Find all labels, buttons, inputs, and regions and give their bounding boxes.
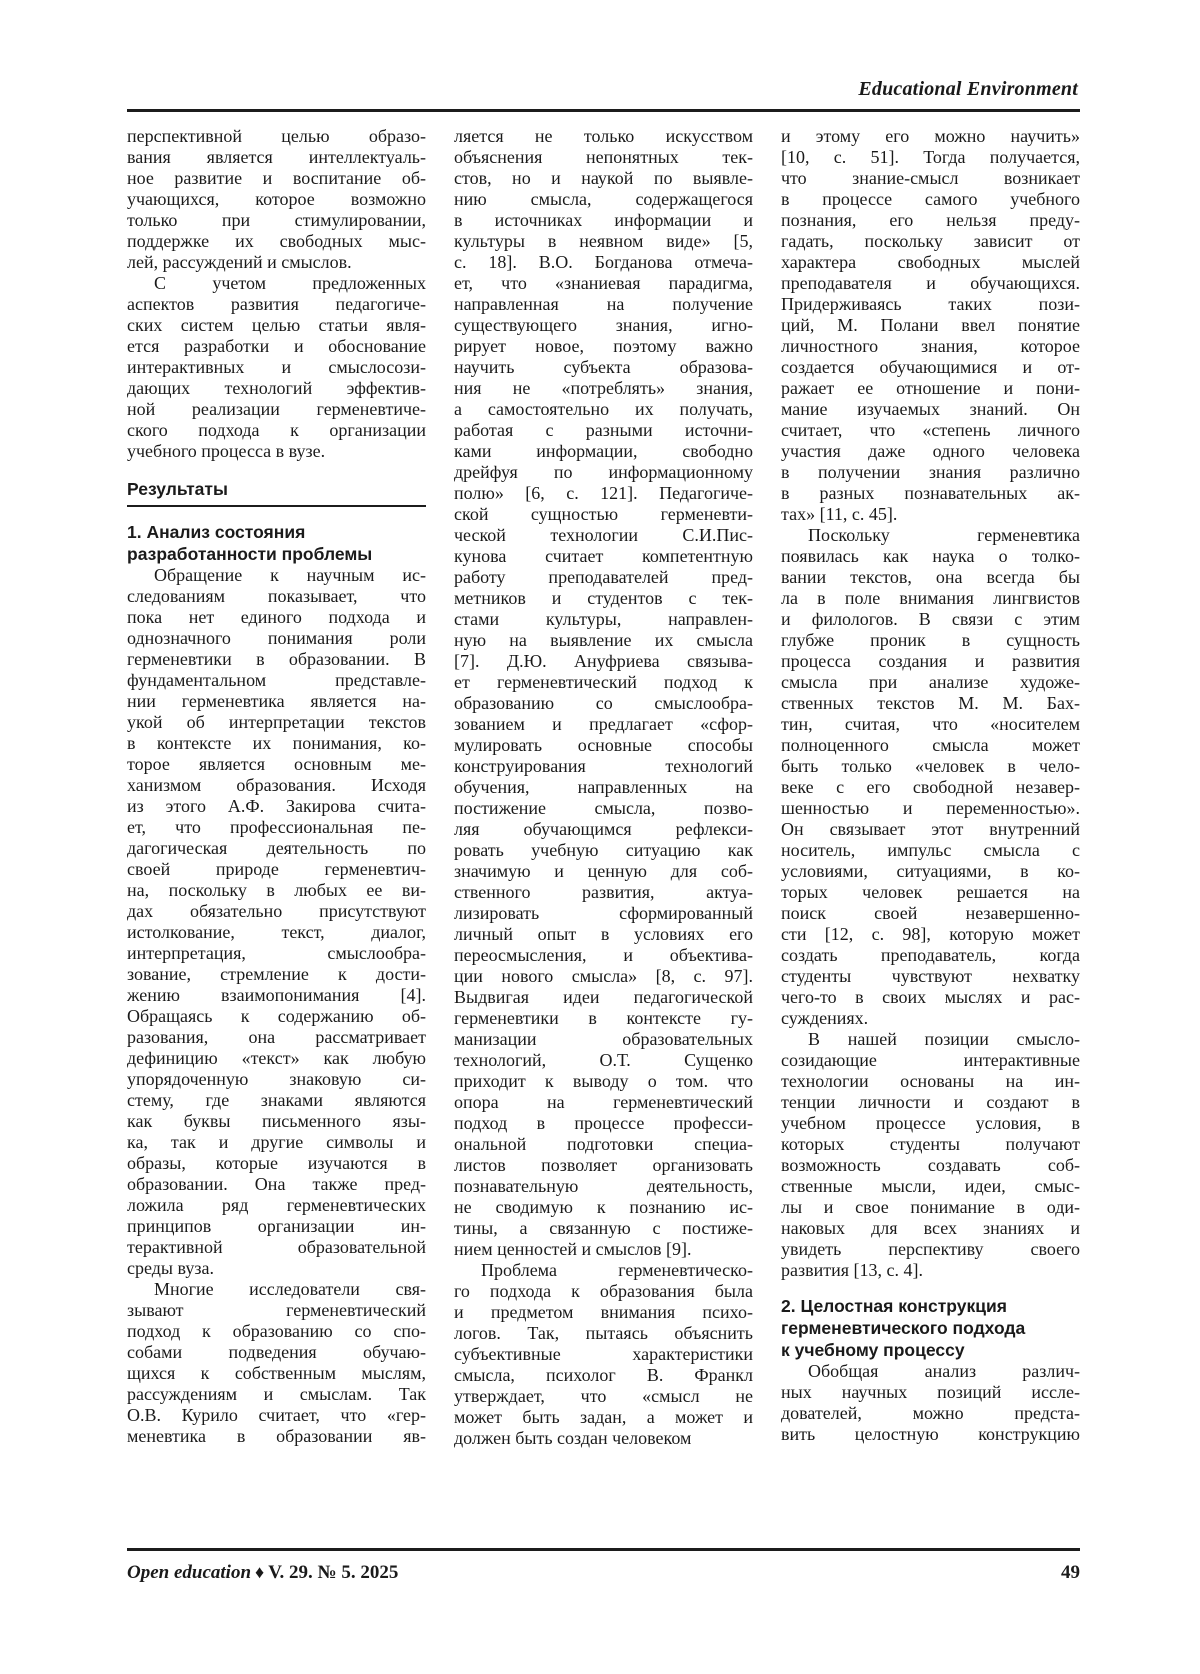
text-line: шенностью и переменностью».	[781, 798, 1080, 818]
text-line: личный опыт в условиях его	[454, 924, 753, 944]
text-line: работая с разными источни-	[454, 420, 753, 440]
text-line: наковых для всех знаниях и	[781, 1218, 1080, 1238]
text-line: аспектов развития педагогиче-	[127, 294, 426, 314]
text-line: личностного знания, которое	[781, 336, 1080, 356]
text-line: логов. Так, пытаясь объяснить	[454, 1323, 753, 1343]
text-line: мулировать основные способы	[454, 735, 753, 755]
subsection-heading-line: герменевтического подхода	[781, 1318, 1026, 1338]
text-line: увидеть перспективу своего	[781, 1239, 1080, 1259]
text-line: и этому его можно научить»	[781, 126, 1080, 146]
text-line: собами подведения обучаю-	[127, 1342, 426, 1362]
text-line: ных научных позиций иссле-	[781, 1382, 1080, 1402]
text-line: характера свободных мыслей	[781, 252, 1080, 272]
spacer	[127, 462, 426, 478]
footer-rule	[127, 1548, 1080, 1551]
footer-row	[127, 1562, 1080, 1584]
text-line: ций, М. Полани ввел понятие	[781, 315, 1080, 335]
text-line: тах» [11, с. 45].	[781, 504, 898, 524]
text-line: перспективной целью образо-	[127, 126, 426, 146]
text-line: утверждает, что «смысл не	[454, 1386, 753, 1406]
column-1	[127, 126, 426, 1449]
text-line: ческой технологии С.И.Пис-	[454, 525, 753, 545]
text-line: зованием и предлагает «сфор-	[454, 714, 753, 734]
text-line: образы, которые изучаются в	[127, 1153, 426, 1173]
text-line: ственного развития, актуа-	[454, 882, 753, 902]
text-line: глубже проник в сущность	[781, 630, 1080, 650]
text-line: рассуждениям и смыслам. Так	[127, 1384, 426, 1404]
text-line: фундаментальном представле-	[127, 670, 426, 690]
text-line: Многие исследователи свя-	[154, 1279, 426, 1299]
text-line: ляя обучающимся рефлекси-	[454, 819, 753, 839]
text-line: ональной подготовки специа-	[454, 1134, 753, 1154]
text-line: научить субъекта образова-	[454, 357, 753, 377]
text-line: учебном процессе условия, в	[781, 1113, 1080, 1133]
text-line: ное развитие и воспитание об-	[127, 168, 426, 188]
text-line: го подхода к образования была	[454, 1281, 753, 1301]
text-line: ками информации, свободно	[454, 441, 753, 461]
text-line: конструирования технологий	[454, 756, 753, 776]
text-line: дователей, можно предста-	[781, 1403, 1080, 1423]
text-line: на, поскольку в любых ее ви-	[127, 880, 426, 900]
column-2	[454, 126, 753, 1449]
text-line: в процессе самого учебного	[781, 189, 1080, 209]
page-footer	[127, 1548, 1080, 1674]
text-line: учающихся, которое возможно	[127, 189, 426, 209]
text-line: ет герменевтический подход к	[454, 672, 753, 692]
text-line: направленная на получение	[454, 294, 753, 314]
text-line: как буквы письменного язы-	[127, 1111, 426, 1131]
text-line: технологий, О.Т. Сущенко	[454, 1050, 753, 1070]
text-line: учебного процесса в вузе.	[127, 441, 326, 461]
text-line: приходит к выводу о том. что	[454, 1071, 753, 1091]
text-line: познавательную деятельность,	[454, 1176, 753, 1196]
text-line: нии герменевтика является на-	[127, 691, 426, 711]
text-line: ет, что профессиональная пе-	[127, 817, 426, 837]
text-line: обучения, направленных на	[454, 777, 753, 797]
text-line: гадать, поскольку зависит от	[781, 231, 1080, 251]
text-line: работу преподавателей пред-	[454, 567, 753, 587]
text-line: вания является интеллектуаль-	[127, 147, 426, 167]
text-line: из этого А.Ф. Закирова счита-	[127, 796, 426, 816]
text-line: торое является основным ме-	[127, 754, 426, 774]
text-line: ровать учебную ситуацию как	[454, 840, 753, 860]
text-line: ной реализации герменевтиче-	[127, 399, 426, 419]
text-line: истолкование, текст, диалог,	[127, 922, 426, 942]
text-line: метников и студентов с тек-	[454, 588, 753, 608]
text-line: ханизмом образования. Исходя	[127, 775, 426, 795]
text-line: быть только «человек в чело-	[781, 756, 1080, 776]
text-line: тины, а связанную с постиже-	[454, 1218, 753, 1238]
text-line: дагогическая деятельность по	[127, 838, 426, 858]
text-line: поддержке их свободных мыс-	[127, 231, 426, 251]
text-line: дефиницию «текст» как любую	[127, 1048, 426, 1068]
text-line: опора на герменевтический	[454, 1092, 753, 1112]
text-line: поиск своей незавершенно-	[781, 903, 1080, 923]
text-line: разования, она рассматривает	[127, 1027, 426, 1047]
text-line: Проблема герменевтическо-	[481, 1260, 753, 1280]
text-line: и филологов. В связи с этим	[781, 609, 1080, 629]
text-line: ской сущностью герменевти-	[454, 504, 753, 524]
subsection-heading-line: к учебному процессу	[781, 1340, 965, 1360]
text-line: нием ценностей и смыслов [9].	[454, 1239, 692, 1259]
text-line: студенты чувствуют нехватку	[781, 966, 1080, 986]
text-line: интерпретация, смыслообра-	[127, 943, 426, 963]
text-line: нию смысла, содержащегося	[454, 189, 753, 209]
text-line: мание изучаемых знаний. Он	[781, 399, 1080, 419]
text-line: дах обязательно присутствуют	[127, 901, 426, 921]
text-line: в получении знания различно	[781, 462, 1080, 482]
text-line: смысла при анализе художе-	[781, 672, 1080, 692]
text-line: носитель, импульс смысла с	[781, 840, 1080, 860]
journal-imprint	[127, 1562, 398, 1584]
text-line: образованию со смыслообра-	[454, 693, 753, 713]
text-line: ла в поле внимания лингвистов	[781, 588, 1080, 608]
text-line: Обращаясь к содержанию об-	[127, 1006, 426, 1026]
text-line: однозначного понимания роли	[127, 628, 426, 648]
text-line: может быть задан, а может и	[454, 1407, 753, 1427]
text-line: ственных текстов М. М. Бах-	[781, 693, 1080, 713]
text-line: герменевтики в образовании. В	[127, 649, 426, 669]
text-line: щихся к собственным мыслям,	[127, 1363, 426, 1383]
text-line: ет, что «знаниевая парадигма,	[454, 273, 753, 293]
bottom-margin	[127, 1584, 1080, 1674]
text-line: принципов организации ин-	[127, 1216, 426, 1236]
text-line: создать преподаватель, когда	[781, 945, 1080, 965]
running-head: Educational Environment	[858, 78, 1078, 100]
text-line: возможность создавать соб-	[781, 1155, 1080, 1175]
text-line: и предметом внимания психо-	[454, 1302, 753, 1322]
text-line: Придерживаясь таких пози-	[781, 294, 1080, 314]
text-line: суждениях.	[781, 1008, 869, 1028]
text-line: вить целостную конструкцию	[781, 1424, 1080, 1444]
text-line: среды вуза.	[127, 1258, 214, 1278]
section-heading: Результаты	[127, 479, 228, 499]
text-line: ляется не только искусством	[454, 126, 753, 146]
text-line: созидающие интерактивные	[781, 1050, 1080, 1070]
text-line: технологии основаны на ин-	[781, 1071, 1080, 1091]
subsection-heading-line: разработанности проблемы	[127, 544, 373, 564]
text-line: условиями, ситуациями, в ко-	[781, 861, 1080, 881]
text-line: подход к образованию со спо-	[127, 1321, 426, 1341]
text-line: с. 18]. В.О. Богданова отмеча-	[454, 252, 753, 272]
diamond-icon: ♦	[255, 1562, 265, 1582]
subsection-heading-line: 1. Анализ состояния	[127, 522, 306, 542]
text-line: считает, что «степень личного	[781, 420, 1080, 440]
text-line: лы и свое понимание в оди-	[781, 1197, 1080, 1217]
text-line: познания, его нельзя преду-	[781, 210, 1080, 230]
subsection-heading-line: 2. Целостная конструкция	[781, 1296, 1007, 1316]
text-line: кунова считает компетентную	[454, 546, 753, 566]
text-line: значимую и ценную для соб-	[454, 861, 753, 881]
text-line: упорядоченную знаковую си-	[127, 1069, 426, 1089]
text-line: зование, стремление к дости-	[127, 964, 426, 984]
text-line: укой об интерпретации текстов	[127, 712, 426, 732]
text-line: вании текстов, она всегда бы	[781, 567, 1080, 587]
text-line: рирует новое, поэтому важно	[454, 336, 753, 356]
text-line: ложила ряд герменевтических	[127, 1195, 426, 1215]
text-line: пока нет единого подхода и	[127, 607, 426, 627]
text-line: субъективные характеристики	[454, 1344, 753, 1364]
text-line: что знание-смысл возникает	[781, 168, 1080, 188]
text-line: С учетом предложенных	[154, 273, 426, 293]
text-line: а самостоятельно их получать,	[454, 399, 753, 419]
text-line: Выдвигая идеи педагогической	[454, 987, 753, 1007]
article-body	[127, 126, 1080, 1449]
journal-name: Open education	[127, 1562, 252, 1583]
text-line: Поскольку герменевтика	[808, 525, 1080, 545]
spacer	[781, 1281, 1080, 1295]
text-line: дрейфуя по информационному	[454, 462, 753, 482]
text-line: следованиям показывает, что	[127, 586, 426, 606]
text-line: образовании. Она также пред-	[127, 1174, 426, 1194]
text-line: должен быть создан человеком	[454, 1428, 692, 1448]
text-line: тин, считая, что «носителем	[781, 714, 1080, 734]
volume-issue-year: V. 29. № 5. 2025	[268, 1562, 399, 1583]
spacer	[127, 507, 426, 521]
text-line: в разных познавательных ак-	[781, 483, 1080, 503]
text-line: не сводимую к познанию ис-	[454, 1197, 753, 1217]
text-line: меневтика в образовании яв-	[127, 1426, 426, 1446]
text-line: Обращение к научным ис-	[154, 565, 426, 585]
text-line: торых человек решается на	[781, 882, 1080, 902]
text-line: смысла, психолог В. Франкл	[454, 1365, 753, 1385]
text-line: Обобщая анализ различ-	[808, 1361, 1080, 1381]
text-line: культуры в неявном виде» [5,	[454, 231, 753, 251]
text-line: появилась как наука о толко-	[781, 546, 1080, 566]
text-line: манизации образовательных	[454, 1029, 753, 1049]
text-line: полю» [6, с. 121]. Педагогиче-	[454, 483, 753, 503]
text-line: создается обучающимися и от-	[781, 357, 1080, 377]
text-line: дающих технологий эффектив-	[127, 378, 426, 398]
text-line: ского подхода к организации	[127, 420, 426, 440]
text-line: переосмысления, и объектива-	[454, 945, 753, 965]
text-line: лей, рассуждений и смыслов.	[127, 252, 352, 272]
header-rule	[127, 109, 1080, 112]
text-line: жению взаимопонимания [4].	[127, 985, 426, 1005]
text-line: ную на выявление их смысла	[454, 630, 753, 650]
text-line: стов, но и наукой по выявле-	[454, 168, 753, 188]
text-line: только при стимулировании,	[127, 210, 426, 230]
text-line: преподавателя и обучающихся.	[781, 273, 1080, 293]
page-number: 49	[1061, 1562, 1080, 1583]
text-line: ции нового смысла» [8, с. 97].	[454, 966, 753, 986]
text-line: развития [13, с. 4].	[781, 1260, 923, 1280]
text-line: герменевтики в контексте гу-	[454, 1008, 753, 1028]
text-line: листов позволяет организовать	[454, 1155, 753, 1175]
text-line: ских систем целью статьи явля-	[127, 315, 426, 335]
text-line: терактивной образовательной	[127, 1237, 426, 1257]
text-line: стему, где знаками являются	[127, 1090, 426, 1110]
text-line: стами культуры, направлен-	[454, 609, 753, 629]
text-line: полноценного смысла может	[781, 735, 1080, 755]
text-line: существующего знания, игно-	[454, 315, 753, 335]
text-line: ственные мысли, идеи, смыс-	[781, 1176, 1080, 1196]
text-line: Он связывает этот внутренний	[781, 819, 1080, 839]
text-line: зывают герменевтический	[127, 1300, 426, 1320]
text-line: процесса создания и развития	[781, 651, 1080, 671]
text-line: интерактивных и смыслосози-	[127, 357, 426, 377]
text-line: В нашей позиции смысло-	[808, 1029, 1080, 1049]
text-line: ражает ее отношение и пони-	[781, 378, 1080, 398]
text-line: О.В. Курило считает, что «гер-	[127, 1405, 426, 1425]
text-line: ется разработки и обоснование	[127, 336, 426, 356]
text-line: в контексте их понимания, ко-	[127, 733, 426, 753]
text-line: веке с его свободной незавер-	[781, 777, 1080, 797]
text-line: [7]. Д.Ю. Ануфриева связыва-	[454, 651, 753, 671]
page-header	[127, 78, 1080, 112]
text-line: [10, с. 51]. Тогда получается,	[781, 147, 1080, 167]
text-line: ка, так и другие символы и	[127, 1132, 426, 1152]
text-line: объяснения непонятных тек-	[454, 147, 753, 167]
text-line: участия даже одного человека	[781, 441, 1080, 461]
text-line: в источниках информации и	[454, 210, 753, 230]
text-line: своей природе герменевтич-	[127, 859, 426, 879]
text-line: подход в процессе професси-	[454, 1113, 753, 1133]
text-line: которых студенты получают	[781, 1134, 1080, 1154]
text-line: сти [12, с. 98], которую может	[781, 924, 1080, 944]
text-line: чего-то в своих мыслях и рас-	[781, 987, 1080, 1007]
text-line: лизировать сформированный	[454, 903, 753, 923]
column-3	[781, 126, 1080, 1449]
text-line: постижение смысла, позво-	[454, 798, 753, 818]
text-line: ния не «потреблять» знания,	[454, 378, 753, 398]
text-line: тенции личности и создают в	[781, 1092, 1080, 1112]
